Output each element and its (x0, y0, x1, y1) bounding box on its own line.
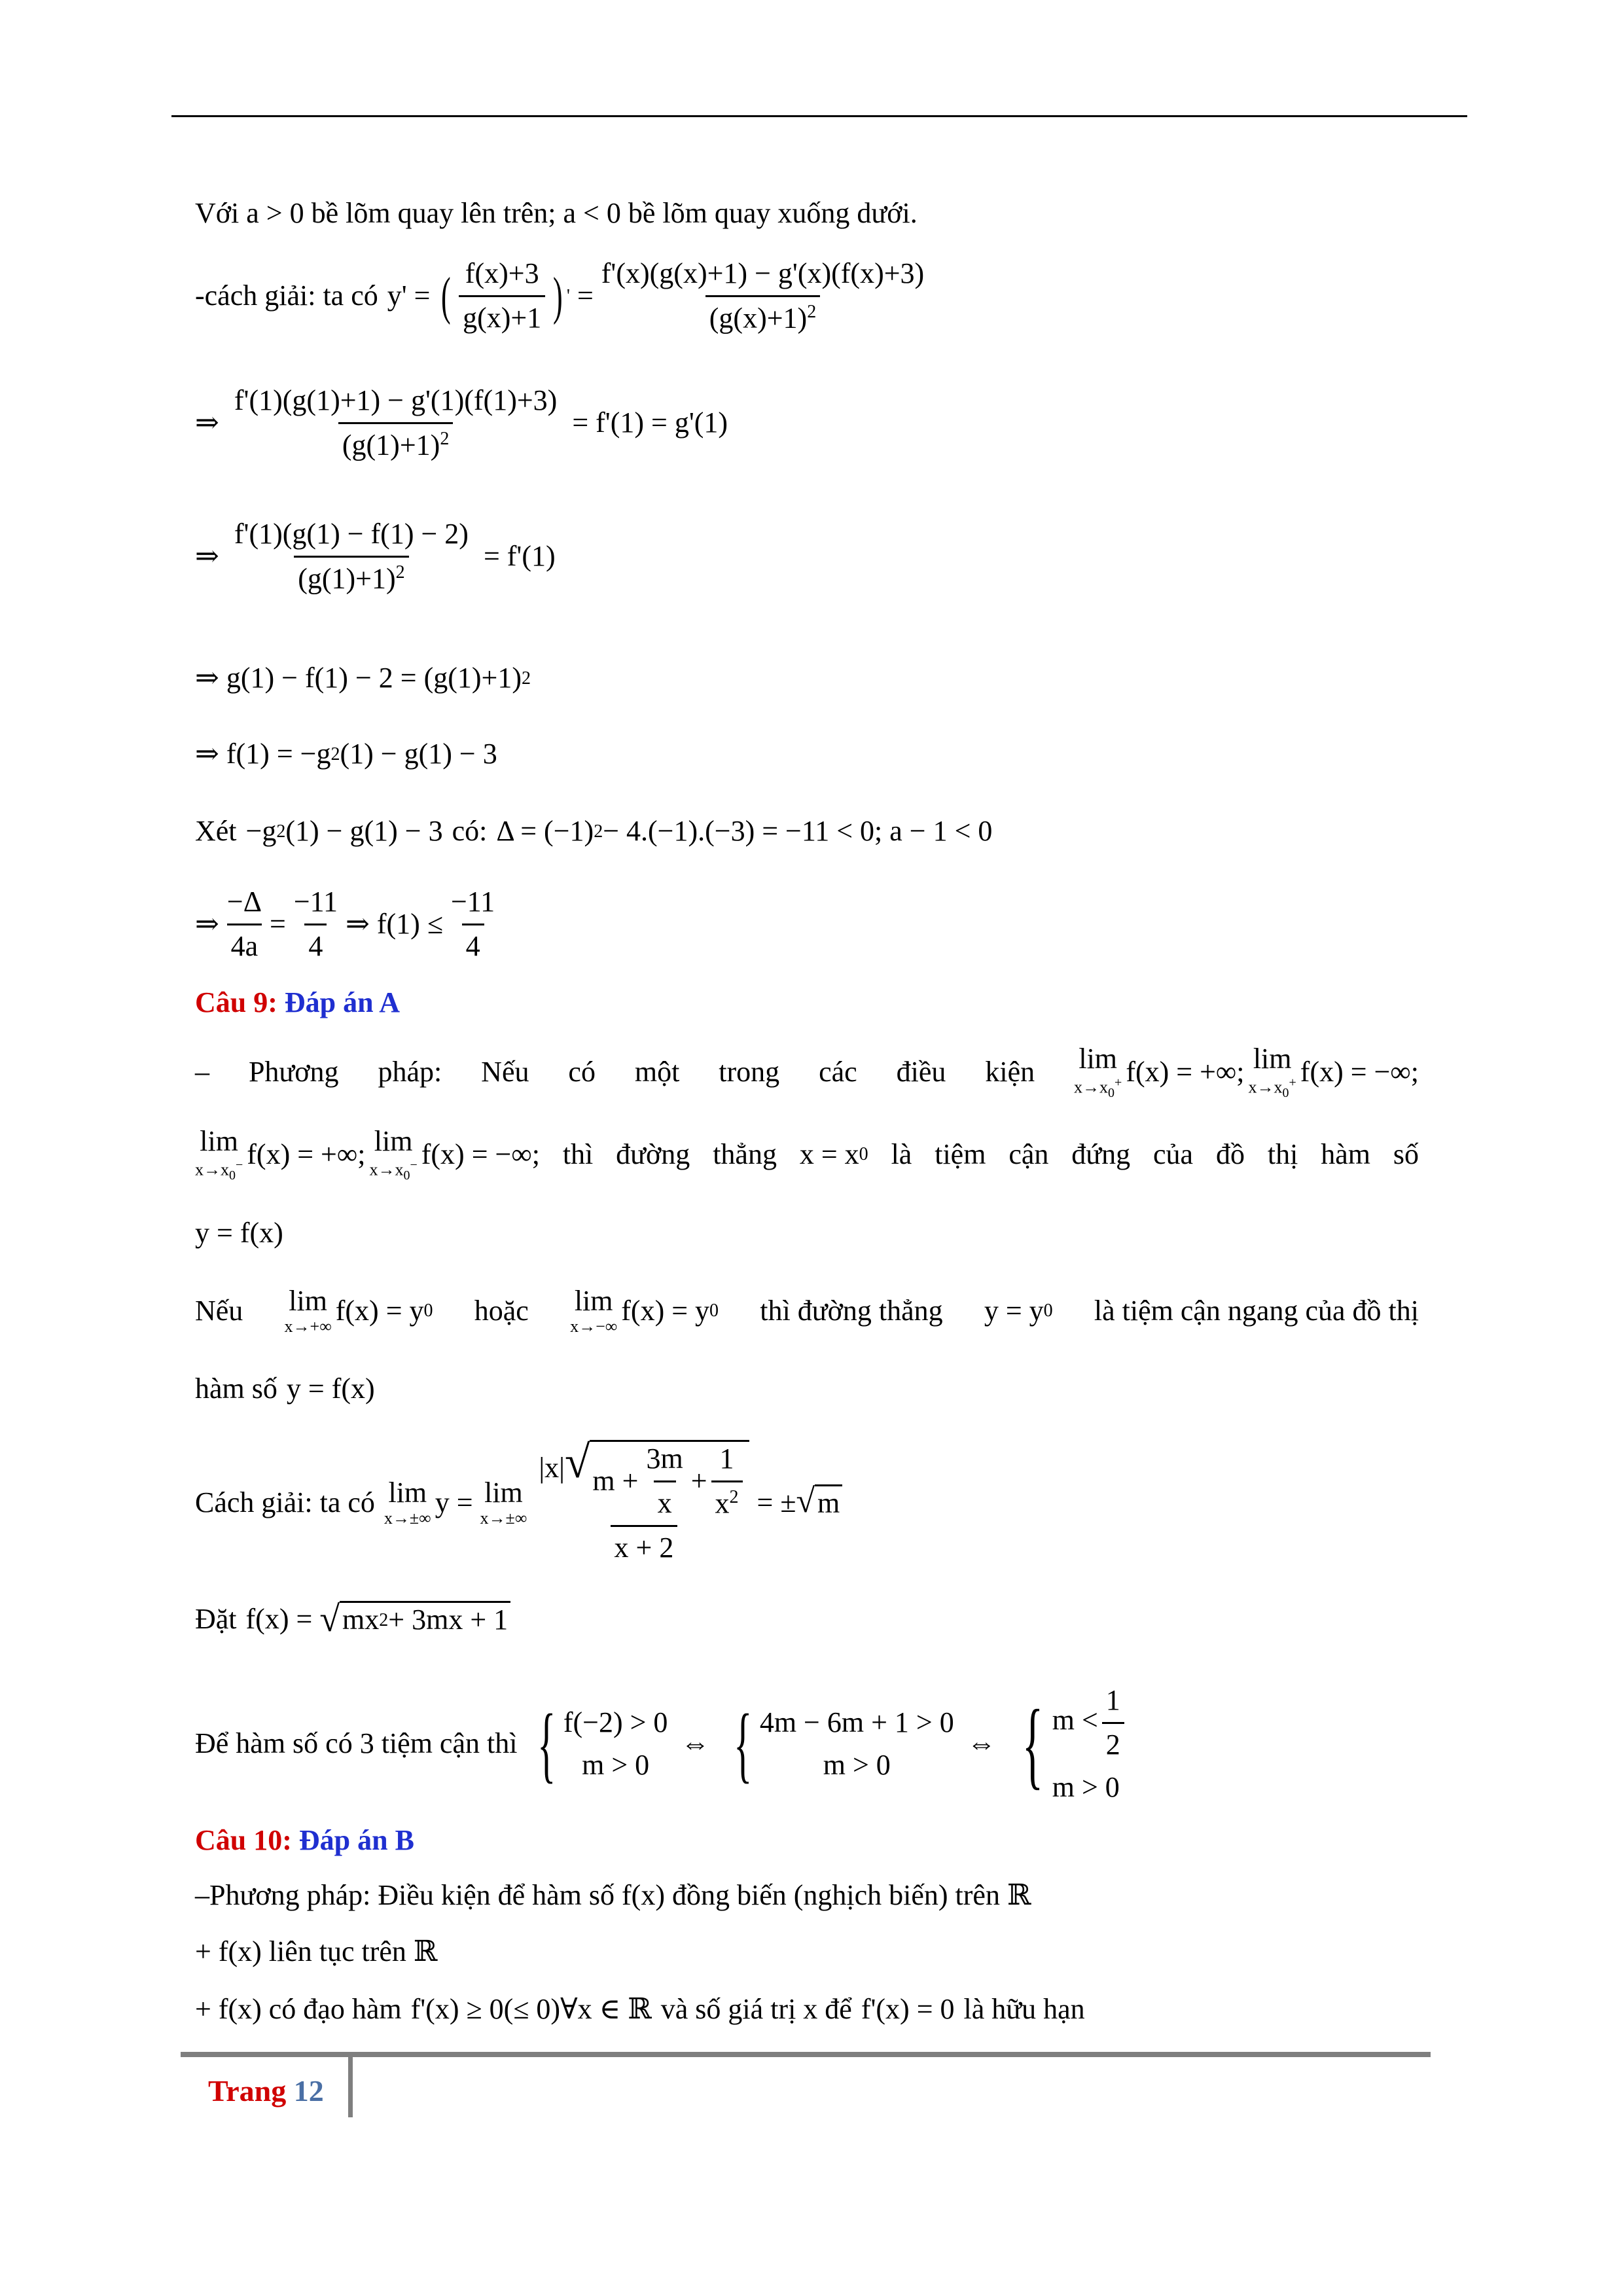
cau9-solution-line-2: Đặt f(x) = √ mx 2 + 3mx + 1 (195, 1601, 510, 1638)
cau9-solution-line-1: Cách giải: ta có lim x→±∞ y = lim x→±∞ |x| √ m + $\frac{3m}{x}$ + $\frac{1}{x^2}$ x + 2 = ± √ m (195, 1440, 842, 1566)
cau9-method-line-1: – Phương pháp: Nếu có một trong các điều kiện lim $x\to x_0^+$ f(x) = +∞; lim $x\to x_0^+$ f(x) = −∞; (195, 1043, 1419, 1100)
derivative-expression: y' = ( $\frac{f(x)+3}{g(x)+1}$ ) ' = $\frac{f'(x)(g(x)+1) - g'(x)(f(x)+3)}{(g(x)+1)^2}$ (387, 257, 932, 336)
cau9-heading: Câu 9: Đáp án A (195, 986, 400, 1018)
text-line-1: Với a > 0 bề lõm quay lên trên; a < 0 bề lõm quay xuống dưới. (195, 197, 918, 229)
cau9-method-line-3: y = f(x) (195, 1217, 283, 1249)
cau10-heading: Câu 10: Đáp án B (195, 1824, 414, 1856)
math-line-4: ⇒ $\frac{f'(1)(g(1) - f(1) - 2)}{(g(1)+1)^2}$ = f'(1) (195, 517, 556, 596)
cau9-method-line-5: hàm số y = f(x) (195, 1372, 375, 1405)
limit-conditions-left: lim $x\to x_0^-$ f(x) = +∞; lim $x\to x_0^-$ f(x) = −∞; (195, 1125, 540, 1183)
cau10-method-line-1: –Phương pháp: Điều kiện để hàm số f(x) đồng biến (nghịch biến) trên ℝ (195, 1879, 1031, 1911)
math-line-7: Xét −g 2 (1) − g(1) − 3 có: Δ = (−1) 2 − 4.(−1).(−3) = −11 < 0; a − 1 < 0 (195, 815, 993, 847)
limit-conditions-right: lim $x\to x_0^+$ f(x) = +∞; lim $x\to x_0^+$ f(x) = −∞; (1074, 1043, 1419, 1100)
text-line-2: -cách giải: ta có y' = ( $\frac{f(x)+3}{g(x)+1}$ ) ' = $\frac{f'(x)(g(x)+1) - g'(x)(f(x)+3)}{(g(x)+1)^2}$ (195, 257, 932, 336)
limit-solution: lim x→±∞ y = lim x→±∞ |x| √ m + $\frac{3m}{x}$ + $\frac{1}{x^2}$ x + 2 = ± √ m (384, 1440, 842, 1566)
math-line-8: ⇒ $\frac{-\Delta}{4a}$ = $\frac{-11}{4}$ ⇒ f(1) ≤ $\frac{-11}{4}$ (195, 885, 503, 964)
condition-system-1: { f(−2) > 0 m > 0 (537, 1696, 668, 1791)
math-line-5: ⇒ g(1) − f(1) − 2 = (g(1)+1) 2 (195, 662, 531, 694)
math-line-3: ⇒ $\frac{f'(1)(g(1)+1) - g'(1)(f(1)+3)}{(g(1)+1)^2}$ = f'(1) = g'(1) (195, 384, 728, 463)
condition-system-2: { 4m − 6m + 1 > 0 m > 0 (734, 1696, 954, 1791)
footer-rule (181, 2052, 1431, 2057)
cau10-method-line-3: + f(x) có đạo hàm f'(x) ≥ 0(≤ 0)∀x ∈ ℝ và số giá trị x để f'(x) = 0 là hữu hạn (195, 1993, 1085, 2025)
page-number: Trang 12 (208, 2074, 324, 2108)
cau10-method-line-2: + f(x) liên tục trên ℝ (195, 1935, 438, 1967)
cau9-solution-line-3: Để hàm số có 3 tiệm cận thì { f(−2) > 0 m > 0 ⇔ { 4m − 6m + 1 > 0 m > 0 ⇔ { m < $\frac{1}{2}$ m > 0 (195, 1679, 1128, 1808)
condition-system-3: { m < $\frac{1}{2}$ m > 0 (1009, 1679, 1128, 1808)
footer-divider (348, 2057, 353, 2117)
cau9-method-line-4: Nếu lim x→+∞ f(x) = y 0 hoặc lim x→−∞ f(x) = y 0 thì đường thẳng y = y 0 là tiệm cận ngang của đồ thị (195, 1285, 1419, 1336)
cau9-method-line-2: lim $x\to x_0^-$ f(x) = +∞; lim $x\to x_0^-$ f(x) = −∞; thì đường thẳng x = x 0 là tiệm cận đứng của đồ thị hàm số (195, 1125, 1419, 1183)
math-line-6: ⇒ f(1) = −g 2 (1) − g(1) − 3 (195, 738, 497, 770)
header-rule (171, 115, 1467, 117)
